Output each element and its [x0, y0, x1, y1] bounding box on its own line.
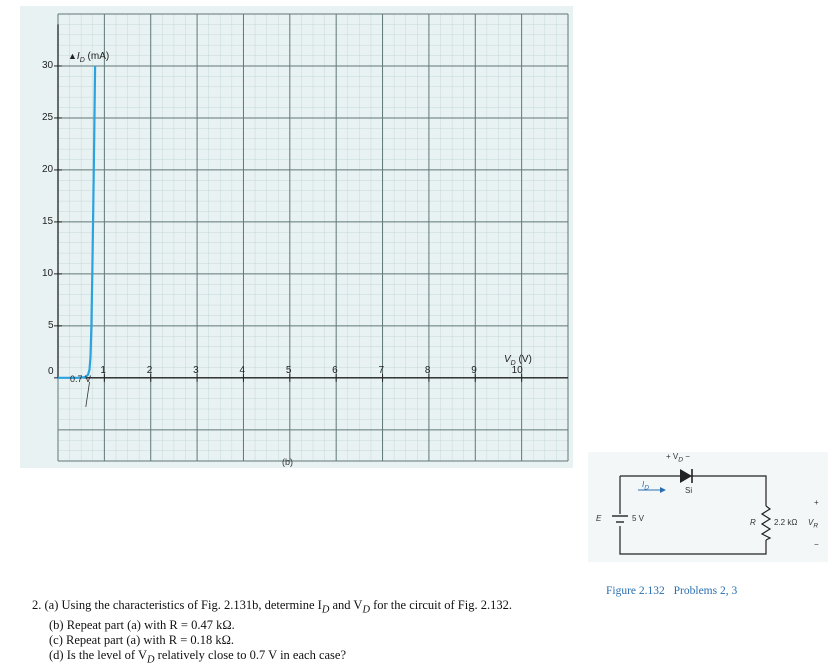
diode-symbol	[680, 469, 692, 483]
problem-statement	[32, 598, 592, 667]
resistor-voltage-minus: −	[814, 540, 819, 549]
figure-number: Figure 2.132	[606, 585, 665, 597]
x-tick-label: 6	[332, 364, 338, 376]
panel-label: (b)	[282, 457, 293, 467]
y-tick-label: 10	[42, 267, 54, 279]
source-symbol-label: E	[596, 514, 602, 523]
annotation-pointer	[86, 382, 90, 407]
x-tick-label: 2	[146, 364, 153, 376]
problem-part-c: (c) Repeat part (a) with R = 0.18 kΩ.	[49, 632, 235, 647]
y-tick-label: 5	[48, 319, 54, 331]
problem-part-d: (d) Is the level of $V_D$ relatively close to 0.7 V in each case?	[49, 647, 347, 665]
characteristic-plot-panel	[20, 6, 573, 468]
diode-current-label: $I_D$	[642, 480, 650, 492]
circuit-diagram	[588, 452, 828, 562]
x-tick-label: 9	[471, 364, 477, 376]
y-axis-title: $▲I_D$ (mA)	[68, 51, 110, 64]
diode-characteristic-chart	[20, 6, 573, 468]
x-tick-label: 8	[424, 364, 431, 376]
circuit-schematic	[588, 452, 828, 562]
y-tick-label: 20	[42, 163, 54, 175]
resistor-value-label: 2.2 kΩ	[774, 518, 798, 527]
y-tick-label: 25	[42, 111, 54, 123]
problem-part-b: (b) Repeat part (a) with R = 0.47 kΩ.	[49, 617, 235, 632]
diode-type-label: Si	[685, 486, 693, 495]
x-tick-label: 1	[100, 364, 106, 376]
diode-voltage-label: + $V_D$ −	[666, 452, 690, 464]
x-tick-label: 10	[511, 364, 523, 376]
figure-caption	[606, 585, 737, 597]
x-axis-title: $V_D$ (V)	[504, 354, 532, 367]
knee-voltage-annotation: 0.7 V	[70, 374, 92, 384]
resistor-voltage-plus: +	[814, 498, 819, 507]
resistor-symbol-label: R	[750, 518, 756, 527]
current-arrow-head	[660, 487, 666, 493]
y-tick-label: 30	[42, 59, 54, 71]
y-tick-label: 15	[42, 215, 54, 227]
resistor-voltage-label: $V_R$	[808, 518, 819, 530]
x-tick-label: 4	[239, 364, 246, 376]
x-tick-label: 3	[193, 364, 199, 376]
problem-part-a: 2. (a) Using the characteristics of Fig. 2.131b, determine $I_D$ and $V_D$ for the circuit of Fig. 2.132.	[32, 598, 512, 616]
y-tick-label: 0	[48, 365, 54, 377]
figure-title: Problems 2, 3	[673, 585, 738, 597]
x-tick-label: 7	[378, 364, 385, 376]
source-value-label: 5 V	[632, 514, 645, 523]
x-tick-label: 5	[285, 364, 292, 376]
